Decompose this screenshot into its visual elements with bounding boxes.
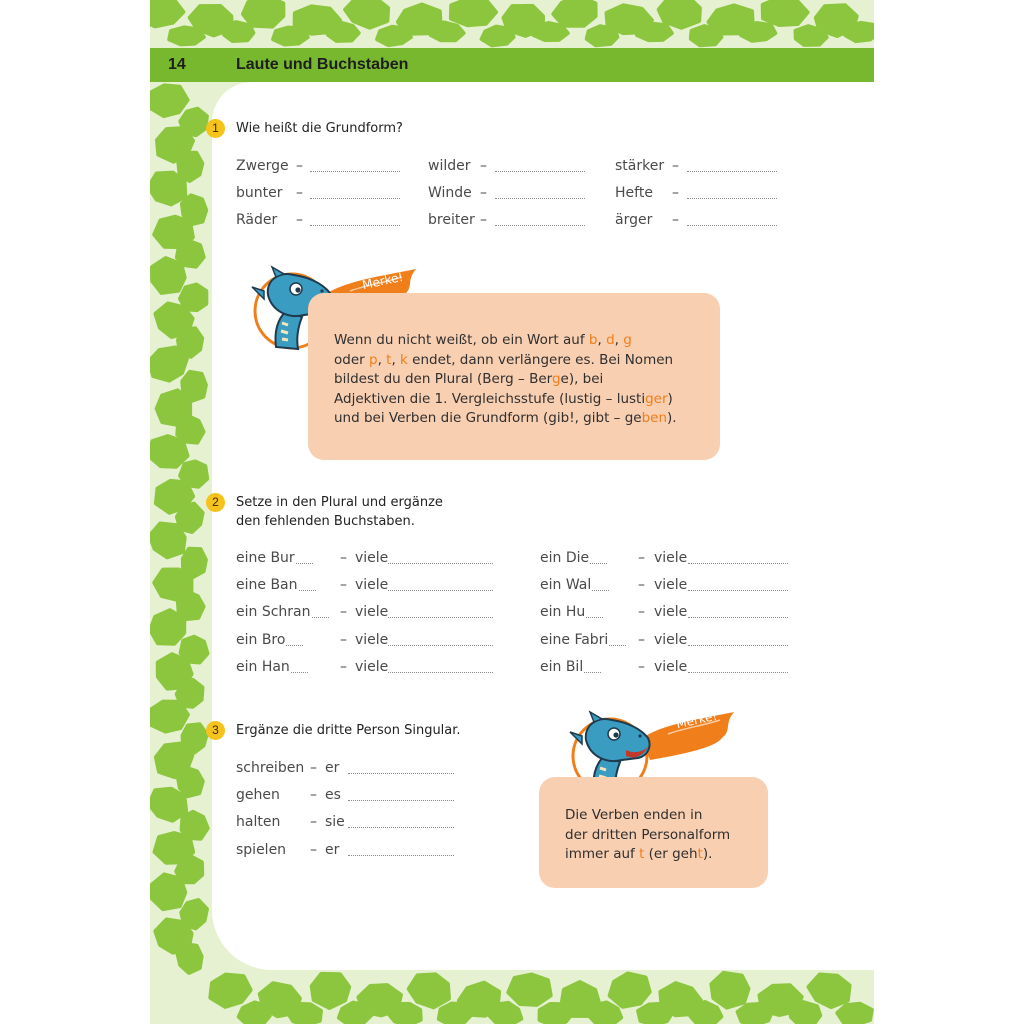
task-1-word: Winde <box>428 185 472 201</box>
dash: – <box>672 158 679 174</box>
stone-shape <box>589 1003 622 1024</box>
task-2-word-stem: eine Fabri <box>540 632 609 648</box>
highlighted-letters: g <box>551 371 561 387</box>
missing-letter-line[interactable] <box>586 617 603 618</box>
pronoun: es <box>325 787 341 803</box>
viele-label: viele <box>355 632 389 648</box>
viele-label: viele <box>654 632 688 648</box>
merke-box-2 <box>539 777 768 888</box>
highlighted-letters: g <box>623 332 632 348</box>
stone-shape <box>150 173 185 205</box>
task-1-answer-line[interactable] <box>310 171 400 172</box>
stone-shape <box>388 1004 421 1024</box>
task-1-title: Wie heißt die Grundform? <box>236 121 403 136</box>
pronoun: sie <box>325 814 345 830</box>
merke-text-line <box>565 845 730 865</box>
missing-letter-line[interactable] <box>592 590 609 591</box>
task-3-answer-line[interactable] <box>348 800 454 801</box>
dash: – <box>296 185 303 201</box>
dash: – <box>638 659 645 675</box>
stone-shape <box>223 22 253 41</box>
dash: – <box>480 185 487 201</box>
viele-label: viele <box>654 550 688 566</box>
task-3-answer-line[interactable] <box>348 855 454 856</box>
task-1-answer-line[interactable] <box>495 225 585 226</box>
stone-shape <box>741 23 775 41</box>
task-1-answer-line[interactable] <box>310 198 400 199</box>
stone-shape <box>451 0 496 25</box>
task-2-word-stem: eine Bur <box>236 550 295 566</box>
dash: – <box>638 577 645 593</box>
dash: – <box>296 212 303 228</box>
task-1-word: breiter <box>428 212 475 228</box>
text-segment: ) <box>667 390 673 407</box>
dash: – <box>672 185 679 201</box>
stone-shape <box>150 436 188 467</box>
viele-label: viele <box>355 577 389 593</box>
merke-text-line <box>334 409 677 429</box>
text-segment: der dritten Personalform <box>565 826 731 843</box>
text-segment: ). <box>702 846 713 862</box>
text-segment: endet, dann verlängere es. Bei Nomen <box>407 351 674 368</box>
text-segment: immer auf <box>565 846 640 862</box>
task-2-title-line-2: den fehlenden Buchstaben. <box>236 514 415 529</box>
plural-answer-line[interactable] <box>688 563 788 564</box>
task-1-word: Räder <box>236 212 278 228</box>
merke-text-line <box>334 370 677 390</box>
viele-label: viele <box>654 659 688 675</box>
task-3-title: Ergänze die dritte Person Singular. <box>236 723 461 738</box>
task-2-word-stem: ein Han <box>236 659 290 675</box>
stone-shape <box>508 975 550 1005</box>
task-3-verb: halten <box>236 814 281 830</box>
plural-answer-line[interactable] <box>688 590 788 591</box>
stone-shape <box>152 258 185 293</box>
dash: – <box>296 158 303 174</box>
stone-shape <box>327 22 359 41</box>
merke-label: Merke! <box>674 708 719 732</box>
missing-letter-line[interactable] <box>590 563 607 564</box>
task-2-word-stem: ein Bro <box>236 632 286 648</box>
stone-shape <box>809 975 850 1008</box>
plural-answer-line[interactable] <box>388 672 493 673</box>
task-2-word-stem: ein Die <box>540 550 590 566</box>
plural-answer-line[interactable] <box>688 645 788 646</box>
task-2-word-stem: eine Ban <box>236 577 298 593</box>
highlighted-letters: t <box>697 846 703 862</box>
merke-text-line <box>334 351 677 371</box>
dash: – <box>340 550 347 566</box>
task-1-answer-line[interactable] <box>687 225 777 226</box>
page-number: 14 <box>168 56 186 73</box>
stone-shape <box>553 0 595 26</box>
task-1-answer-line[interactable] <box>495 198 585 199</box>
stone-shape <box>150 0 183 26</box>
dash: – <box>638 604 645 620</box>
highlighted-letters: t <box>386 351 392 368</box>
stone-shape <box>178 768 203 796</box>
task-1-word: ärger <box>615 212 653 228</box>
task-number-3: 3 <box>206 721 225 740</box>
stone-shape <box>837 1004 872 1024</box>
plural-answer-line[interactable] <box>388 645 493 646</box>
plural-answer-line[interactable] <box>688 672 788 673</box>
plural-answer-line[interactable] <box>388 617 493 618</box>
dash: – <box>480 212 487 228</box>
plural-answer-line[interactable] <box>388 590 493 591</box>
text-segment: und bei Verben die Grundform (gib!, gibt – ge <box>334 410 642 426</box>
dash: – <box>310 787 317 803</box>
workbook-page <box>150 0 874 1024</box>
merke-text-line <box>334 390 677 410</box>
header-bar <box>150 48 874 82</box>
task-2-word-stem: ein Wal <box>540 577 592 593</box>
stone-shape <box>178 944 202 973</box>
merke-label: Merke! <box>360 269 405 293</box>
stone-shape <box>150 348 187 381</box>
text-segment: , <box>377 351 387 368</box>
viele-label: viele <box>355 604 389 620</box>
stone-shape <box>431 22 464 40</box>
stone-shape <box>791 1002 820 1024</box>
text-segment: Wenn du nicht weißt, ob ein Wort auf <box>334 332 589 348</box>
stone-shape <box>210 975 250 1007</box>
stone-shape <box>659 0 700 28</box>
task-3-answer-line[interactable] <box>348 827 454 828</box>
merke-1-text <box>334 331 677 429</box>
stone-shape <box>178 153 202 181</box>
stone-shape <box>151 702 188 732</box>
missing-letter-line[interactable] <box>609 645 626 646</box>
highlighted-letters: ger <box>645 390 668 407</box>
text-segment: e), bei <box>560 371 604 387</box>
dash: – <box>310 842 317 858</box>
task-3-verb: spielen <box>236 842 287 858</box>
dash: – <box>310 760 317 776</box>
task-2-title-line-1: Setze in den Plural und ergänze <box>236 495 443 510</box>
dash: – <box>340 659 347 675</box>
highlighted-letters: d <box>606 332 615 348</box>
text-segment: , <box>391 351 401 368</box>
task-1-answer-line[interactable] <box>687 171 777 172</box>
text-segment: Adjektiven die 1. Vergleichsstufe (lustig – lusti <box>334 390 646 407</box>
dash: – <box>340 604 347 620</box>
dash: – <box>340 577 347 593</box>
stone-shape <box>637 24 672 40</box>
chapter-title: Laute und Buchstaben <box>236 56 409 73</box>
task-1-word: stärker <box>615 158 665 174</box>
text-segment: ). <box>667 410 677 426</box>
task-1-word: Zwerge <box>236 158 289 174</box>
viele-label: viele <box>654 577 688 593</box>
task-1-word: wilder <box>428 158 471 174</box>
stone-shape <box>488 1003 521 1024</box>
task-2-word-stem: ein Bil <box>540 659 584 675</box>
dash: – <box>480 158 487 174</box>
stone-shape <box>409 974 449 1007</box>
text-segment: (er geh <box>644 846 698 862</box>
task-1-word: Hefte <box>615 185 653 201</box>
highlighted-letters: ben <box>641 410 668 426</box>
task-1-word: bunter <box>236 185 283 201</box>
plural-answer-line[interactable] <box>388 563 493 564</box>
dash: – <box>310 814 317 830</box>
pronoun: er <box>325 760 340 776</box>
highlighted-letters: p <box>368 351 378 368</box>
highlighted-letters: k <box>400 351 408 368</box>
task-number-2: 2 <box>206 493 225 512</box>
stone-shape <box>243 0 283 27</box>
stone-shape <box>690 1002 721 1024</box>
plural-answer-line[interactable] <box>688 617 788 618</box>
text-segment: , <box>614 332 624 348</box>
missing-letter-line[interactable] <box>296 563 313 564</box>
stone-shape <box>610 974 650 1007</box>
stone-shape <box>845 23 874 41</box>
text-segment: bildest du den Plural (Berg – Ber <box>334 371 552 387</box>
stone-shape <box>711 973 748 1008</box>
merke-text-line <box>565 806 730 826</box>
text-segment: Die Verben enden in <box>565 807 703 823</box>
dash: – <box>638 632 645 648</box>
stone-shape <box>763 0 808 25</box>
missing-letter-line[interactable] <box>291 672 308 673</box>
task-2-word-stem: ein Schran <box>236 604 311 620</box>
task-3-verb: gehen <box>236 787 280 803</box>
stone-shape <box>345 0 388 28</box>
missing-letter-line[interactable] <box>299 590 316 591</box>
pronoun: er <box>325 842 340 858</box>
stone-shape <box>312 974 350 1008</box>
merke-text-line <box>334 331 677 351</box>
task-1-answer-line[interactable] <box>495 171 585 172</box>
dash: – <box>638 550 645 566</box>
viele-label: viele <box>355 659 389 675</box>
merke-2-text <box>565 806 730 865</box>
dash: – <box>672 212 679 228</box>
task-1-answer-line[interactable] <box>687 198 777 199</box>
missing-letter-line[interactable] <box>584 672 601 673</box>
highlighted-letters: t <box>639 846 645 862</box>
dash: – <box>340 632 347 648</box>
stone-shape <box>152 874 186 909</box>
missing-letter-line[interactable] <box>286 645 303 646</box>
stone-shape <box>150 789 186 821</box>
task-3-verb: schreiben <box>236 760 305 776</box>
viele-label: viele <box>355 550 389 566</box>
text-segment: oder <box>334 351 369 368</box>
task-3-answer-line[interactable] <box>348 773 454 774</box>
merke-text-line <box>565 826 730 846</box>
highlighted-letters: b <box>588 332 598 348</box>
merke-box-1 <box>308 293 720 460</box>
stone-shape <box>287 1004 321 1024</box>
text-segment: , <box>597 332 607 348</box>
task-1-answer-line[interactable] <box>310 225 400 226</box>
stone-shape <box>150 610 184 644</box>
stone-shape <box>150 524 185 558</box>
stone-shape <box>150 85 188 116</box>
task-2-word-stem: ein Hu <box>540 604 586 620</box>
missing-letter-line[interactable] <box>312 617 329 618</box>
viele-label: viele <box>654 604 688 620</box>
task-number-1: 1 <box>206 119 225 138</box>
